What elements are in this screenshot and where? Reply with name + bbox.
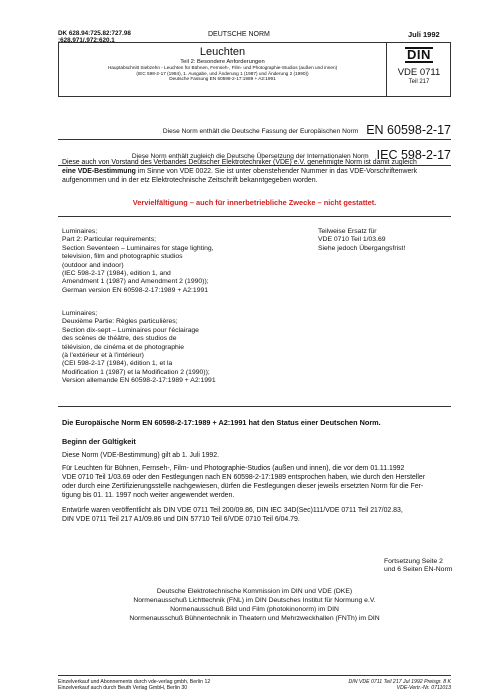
french-line: Deuxième Partie: Règles particulières; <box>62 318 178 326</box>
intro-line-2 <box>62 167 450 176</box>
title-detail-1: Hauptabschnitt Siebzehn - Leuchten für Bühnen, Fernseh-, Film- und Photographie-Studios (außen und innen) <box>107 65 338 70</box>
french-line: (CEI 598-2-17 (1984), édition 1, et la <box>62 360 173 368</box>
title-detail-2: (IEC 598-2-17 (1984), 1. Ausgabe, und Änderung 1 (1987) und Änderung 2 (1990)) <box>136 70 309 76</box>
divider <box>58 139 451 140</box>
copy-warning: Vervielfältigung – auch für innerbetriebliche Zwecke – nicht gestattet. <box>132 198 377 207</box>
footer-left-line: Einzelverkauf und Abonnements durch vde-verlag gmbh, Berlin 12 <box>58 679 211 685</box>
title-box <box>58 42 451 97</box>
replacement-line: Teilweise Ersatz für <box>318 228 377 235</box>
transition-line: Für Leuchten für Bühnen, Fernseh-, Film- und Photographie-Studios (außen und innen), die vor dem 01.11.1992 <box>62 465 405 472</box>
en-number: EN 60598-2-17 <box>366 123 451 137</box>
english-line: television, film and photographic studios <box>62 253 183 261</box>
english-line: Part 2: Particular requirements; <box>62 236 157 244</box>
committee-line: Normenausschuß Bild und Film (photokinonorm) im DIN <box>170 606 339 613</box>
footer-divider <box>58 675 451 676</box>
footer-left <box>58 679 210 692</box>
french-line: télévision, de cinéma et de photographie <box>62 343 185 351</box>
english-title-block <box>62 228 292 295</box>
french-title-block <box>62 310 292 386</box>
continuation-line: und 6 Seiten EN-Norm <box>384 566 453 574</box>
replacement-note <box>318 228 458 253</box>
en-line-text: Diese Norm enthält die Deutsche Fassung der Europäischen Norm <box>162 128 359 135</box>
din-cell <box>388 43 450 96</box>
issue-date: Juli 1992 <box>408 30 440 39</box>
dk-line-1: DK 628.94:725.82:727.98 <box>58 30 131 37</box>
din-logo: DIN <box>407 47 431 62</box>
vde-part: Teil 217 <box>408 79 430 85</box>
title-detail-3: Deutsche Fassung EN 60598-2-17:1989 + A2:1991 <box>169 76 276 82</box>
english-line: Luminaires; <box>62 228 98 235</box>
french-line: des scènes de théâtre, des studios de <box>62 335 177 343</box>
status-statement: Die Europäische Norm EN 60598-2-17:1989 + A2:1991 hat den Status einer Deutschen Norm. <box>62 418 381 427</box>
intro-line-3: aufgenommen und in der etz Elektrotechnische Zeitschrift bekanntgegeben worden. <box>62 177 318 184</box>
english-line: Section Seventeen – Luminaires for stage lighting, <box>62 244 214 252</box>
document-title: Leuchten <box>199 46 246 58</box>
document-type: DEUTSCHE NORM <box>208 31 270 38</box>
intro-bold: eine VDE-Bestimmung <box>62 168 136 175</box>
french-line: (à l'extérieur et à l'intérieur) <box>62 352 144 360</box>
committee-line: Normenausschuß Lichttechnik (FNL) im DIN Deutsches Institut für Normung e.V. <box>133 597 376 604</box>
english-line: (IEC 598-2-17 (1984), edition 1, and <box>62 270 171 278</box>
committee-line: Deutsche Elektrotechnische Kommission im DIN und VDE (DKE) <box>156 588 353 595</box>
drafts-line: DIN VDE 0711 Teil 217 A1/09.86 und DIN 57710 Teil 6/VDE 0710 Teil 6/04.79. <box>62 516 300 523</box>
intro-rest: im Sinne von VDE 0022. Sie ist unter obenstehender Nummer in das VDE-Vorschriftenwerk <box>135 168 418 175</box>
transition-paragraph <box>62 464 450 500</box>
drafts-paragraph <box>62 506 450 524</box>
divider <box>58 216 451 217</box>
footer-right-line: VDE-Vertr.-Nr. 0711013 <box>396 685 451 692</box>
continuation-note <box>384 558 464 575</box>
english-line: (outdoor and indoor) <box>62 261 124 269</box>
transition-line: tigung bis 01. 11. 1997 noch weiter angewendet werden. <box>62 492 235 499</box>
footer-right <box>300 679 451 692</box>
footer-left-line: Einzelverkauf auch durch Beuth Verlag GmbH, Berlin 30 <box>58 685 188 692</box>
validity-date: Diese Norm (VDE-Bestimmung) gilt ab 1. Juli 1992. <box>62 452 220 459</box>
vde-number: VDE 0711 <box>397 67 441 78</box>
french-line: Luminaires; <box>62 310 98 317</box>
en-line <box>58 123 451 137</box>
french-line: Section dix-sept – Luminaires pour l'éclairage <box>62 326 199 334</box>
continuation-line: Fortsetzung Seite 2 <box>384 558 443 565</box>
document-subtitle: Teil 2: Besondere Anforderungen <box>180 59 265 65</box>
committees-block <box>58 587 451 623</box>
iec-number: IEC 598-2-17 <box>376 148 451 162</box>
intro-line-1: Diese auch von Vorstand des Verbandes Deutscher Elektrotechniker (VDE) e.V. genehmigte Norm ist damit zugleich <box>62 159 417 166</box>
validity-heading: Beginn der Gültigkeit <box>62 437 136 446</box>
divider <box>58 406 451 407</box>
footer-right-line: DIN VDE 0711 Teil 217 Jul 1992 Preisgr. 8 K <box>348 679 451 685</box>
transition-line: VDE 0710 Teil 1/03.69 oder den Festlegungen nach EN 60598-2-17:1989 entsprochen haben, wie durch den Hersteller <box>62 474 426 481</box>
dk-line-2: :628.971/.972:620.1 <box>58 37 115 45</box>
english-line: German version EN 60598-2-17:1989 + A2:1991 <box>62 286 209 294</box>
iec-line-text: Diese Norm enthält zugleich die Deutsche Übersetzung der Internationalen Norm <box>131 153 369 160</box>
french-line: Version allemande EN 60598-2-17:1989 + A2:1991 <box>62 377 216 385</box>
replacement-line: VDE 0710 Teil 1/03.69 <box>318 236 386 244</box>
committee-line: Normenausschuß Bühnentechnik in Theatern und Mehrzweckhallen (FNTh) im DIN <box>129 615 380 622</box>
replacement-line: Siehe jedoch Übergangsfrist! <box>318 244 406 252</box>
french-line: Modification 1 (1987) et la Modification 2 (1990)); <box>62 368 210 376</box>
english-line: Amendment 1 (1987) and Amendment 2 (1990)); <box>62 278 209 286</box>
title-cell <box>59 43 387 96</box>
drafts-line: Entwürfe waren veröffentlicht als DIN VDE 0711 Teil 200/09.86, DIN IEC 34D(Sec)111/VDE 0711 Teil 217/02.83, <box>62 507 403 514</box>
transition-line: oder durch eine Zertifizierungsstelle nachgewiesen, dürfen die Festlegungen dieser jeweils ersetzten Norm für die Fer- <box>62 483 424 490</box>
